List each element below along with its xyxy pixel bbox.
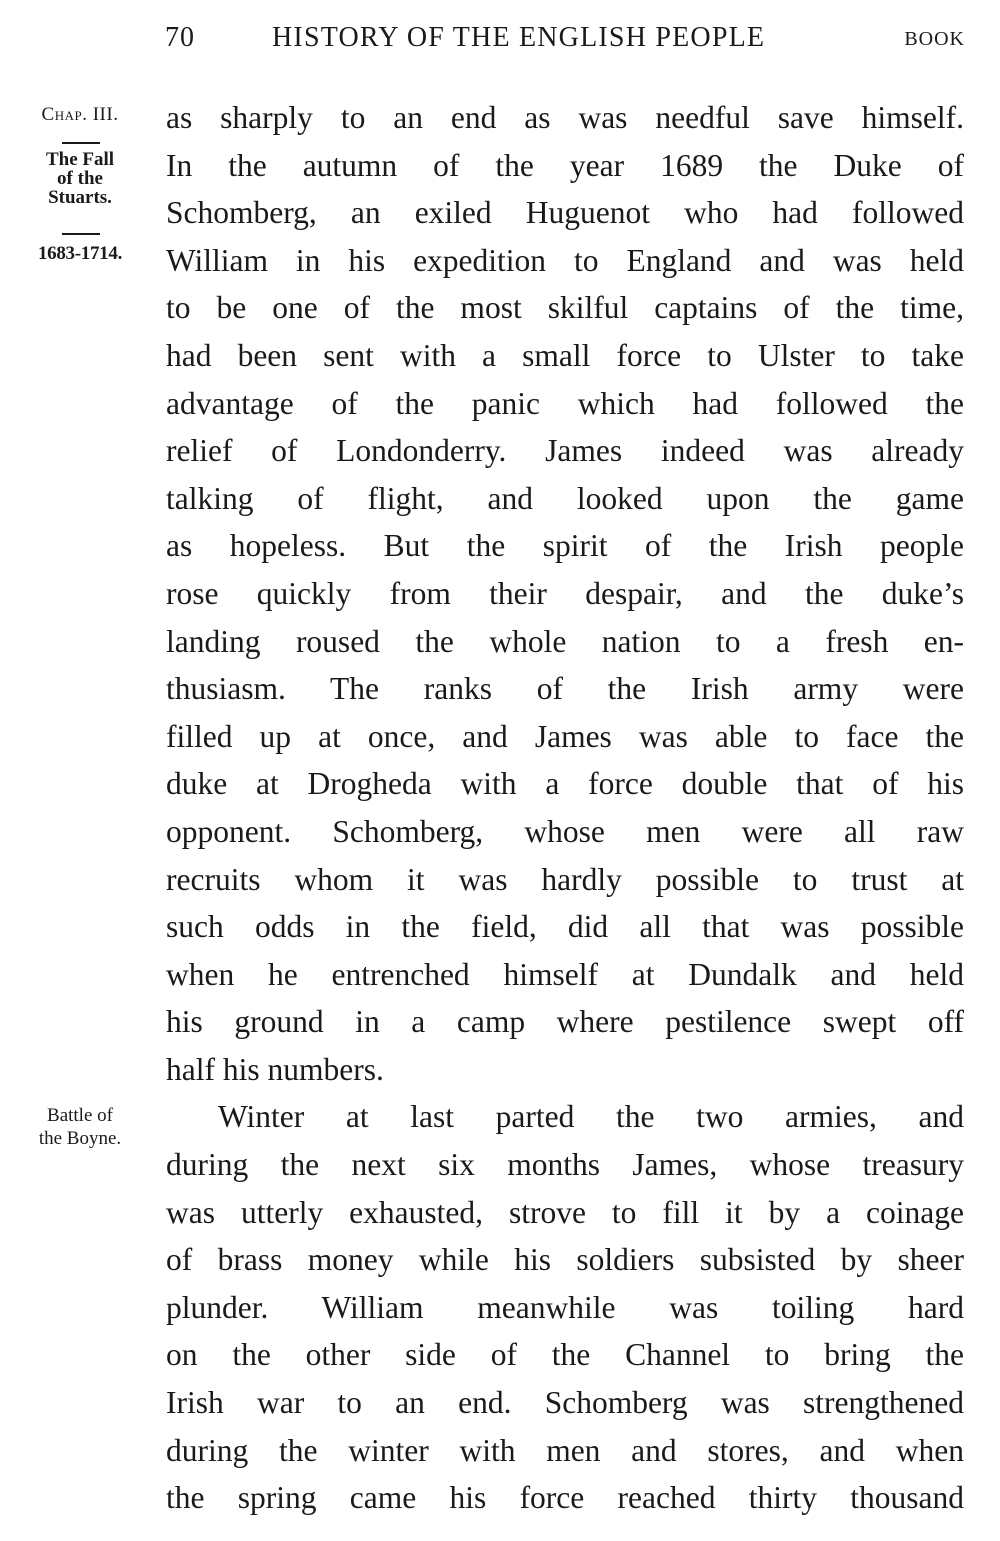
text-line: opponent. Schomberg, whose men were all raw — [166, 813, 964, 849]
text-line: as sharply to an end as was needful save himself. — [166, 100, 964, 135]
text-line: on the other side of the Channel to bring the — [166, 1337, 964, 1373]
text-line: advantage of the panic which had followed the — [166, 385, 964, 421]
text-line: recruits whom it was hardly possible to trust at — [166, 861, 964, 897]
text-line: his ground in a camp where pestilence swept off — [166, 1004, 964, 1040]
margin-section-label — [14, 150, 146, 207]
text-line: to be one of the most skilful captains of the time, — [166, 290, 964, 326]
margin-rule-lower — [62, 233, 100, 235]
margin-note-boyne — [14, 1104, 146, 1150]
margin-section-line: of the — [57, 168, 103, 189]
text-line: Winter at last parted the two armies, and — [218, 1099, 964, 1135]
text-line: thusiasm. The ranks of the Irish army were — [166, 671, 964, 707]
margin-section-line: Stuarts. — [48, 187, 112, 208]
text-line: half his numbers. — [166, 1051, 384, 1087]
text-line: rose quickly from their despair, and the duke’s — [166, 575, 964, 611]
text-line: such odds in the field, did all that was possible — [166, 909, 964, 945]
margin-note-line: Battle of — [47, 1105, 113, 1126]
text-line: William in his expedition to England and was held — [166, 242, 964, 278]
text-line: during the winter with men and stores, and when — [166, 1432, 964, 1468]
text-line: filled up at once, and James was able to face the — [166, 718, 964, 754]
text-line: talking of flight, and looked upon the game — [166, 480, 964, 516]
text-line: when he entrenched himself at Dundalk and held — [166, 956, 964, 992]
margin-section-line: The Fall — [45, 149, 115, 170]
body-text — [166, 94, 964, 1522]
text-line: of brass money while his soldiers subsisted by sheer — [166, 1242, 964, 1278]
text-line: during the next six months James, whose treasury — [166, 1147, 964, 1183]
text-line: landing roused the whole nation to a fresh en- — [166, 623, 964, 659]
text-line: was utterly exhausted, strove to fill it by a coinage — [166, 1194, 964, 1230]
margin-note-line: the Boyne. — [38, 1128, 122, 1149]
text-line: duke at Drogheda with a force double that of his — [166, 766, 964, 802]
text-line: plunder. William meanwhile was toiling hard — [166, 1289, 964, 1325]
margin-chapter-label: Chap. III. — [41, 104, 119, 125]
text-line: Irish war to an end. Schomberg was strengthened — [166, 1385, 964, 1421]
page-number: 70 — [165, 22, 195, 53]
text-line: In the autumn of the year 1689 the Duke of — [166, 147, 964, 183]
text-line: had been sent with a small force to Ulster to take — [166, 337, 964, 373]
book-label: BOOK — [904, 28, 965, 50]
margin-rule-upper — [62, 142, 100, 144]
text-line: Schomberg, an exiled Huguenot who had followed — [166, 195, 964, 231]
running-title: HISTORY OF THE ENGLISH PEOPLE — [272, 22, 766, 53]
text-line: relief of Londonderry. James indeed was already — [166, 433, 964, 469]
page-header — [165, 22, 965, 58]
margin-date-range: 1683-1714. — [37, 243, 123, 264]
text-line: the spring came his force reached thirty thousand — [166, 1480, 964, 1516]
text-line: as hopeless. But the spirit of the Irish people — [166, 528, 964, 564]
